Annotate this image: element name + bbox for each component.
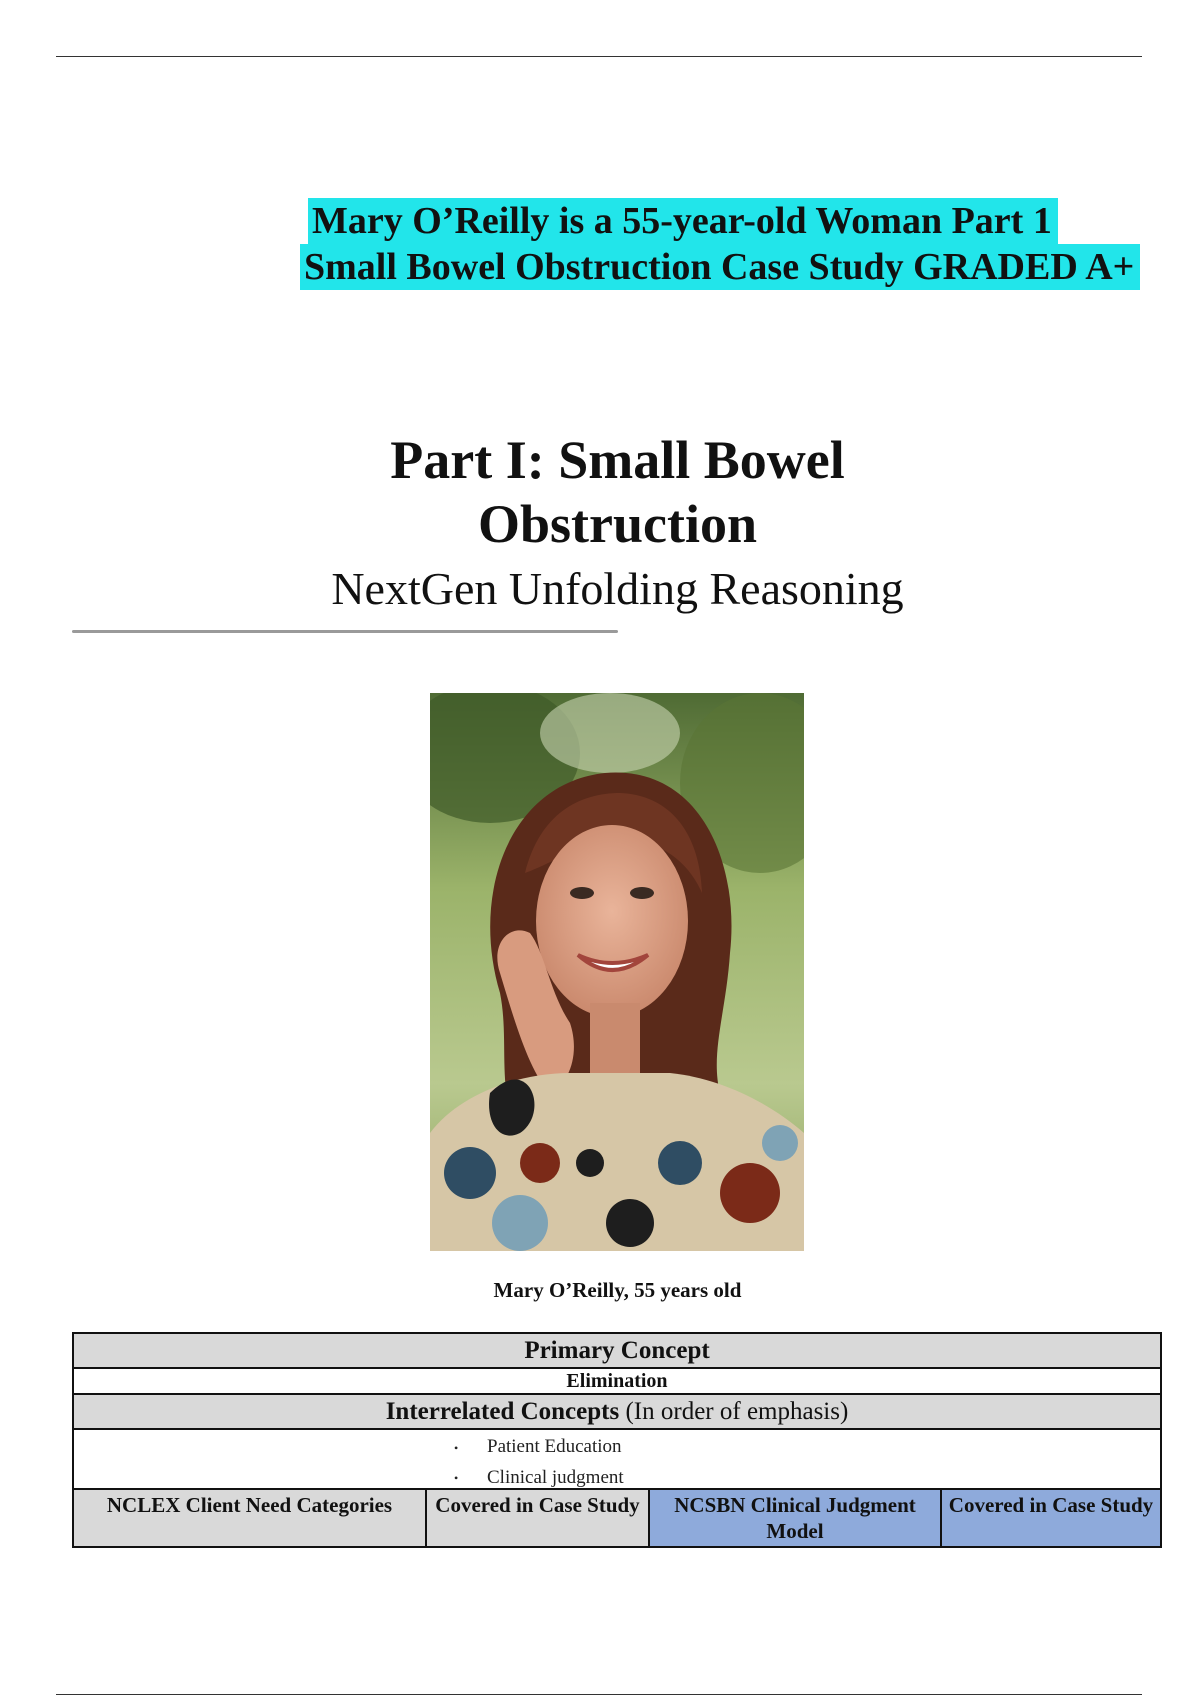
- bullet-icon: •: [454, 1440, 459, 1455]
- column-header-ncsbn: NCSBN Clinical Judgment Model: [650, 1490, 942, 1546]
- primary-concept-value: Elimination: [74, 1369, 1160, 1395]
- interrelated-concepts-label: Interrelated Concepts: [385, 1398, 620, 1425]
- part-subtitle: NextGen Unfolding Reasoning: [331, 563, 904, 614]
- column-header-covered-1: Covered in Case Study: [427, 1490, 650, 1546]
- list-item: [454, 1432, 1200, 1463]
- interrelated-concepts-header: [74, 1395, 1160, 1430]
- photo-caption: Mary O’Reilly, 55 years old: [493, 1278, 742, 1302]
- section-divider: [72, 630, 618, 633]
- part-title-line-2: Obstruction: [477, 494, 758, 554]
- top-rule: [56, 56, 1142, 57]
- highlighted-title-line-1: Mary O’Reilly is a 55-year-old Woman Part 1: [308, 198, 1058, 244]
- bottom-rule: [56, 1694, 1142, 1695]
- bullet-icon: •: [454, 1471, 459, 1486]
- column-header-covered-2: Covered in Case Study: [942, 1490, 1160, 1546]
- list-item-label: Clinical judgment: [487, 1466, 624, 1488]
- highlighted-title: [300, 198, 1190, 290]
- column-header-nclex: NCLEX Client Need Categories: [74, 1490, 427, 1546]
- interrelated-concepts-list: [74, 1430, 1160, 1490]
- portrait-illustration: [430, 693, 804, 1251]
- list-item: [454, 1463, 1200, 1494]
- list-item-label: Patient Education: [487, 1436, 622, 1457]
- part-title-line-1: Part I: Small Bowel: [390, 430, 845, 490]
- concept-table: [72, 1332, 1162, 1548]
- highlighted-title-line-2: Small Bowel Obstruction Case Study GRADED A+: [300, 244, 1140, 290]
- part-title: [0, 428, 1200, 556]
- portrait-photo: [430, 693, 804, 1251]
- interrelated-concepts-note: (In order of emphasis): [619, 1398, 849, 1425]
- table-header-row: [74, 1490, 1160, 1546]
- primary-concept-header: Primary Concept: [74, 1334, 1160, 1369]
